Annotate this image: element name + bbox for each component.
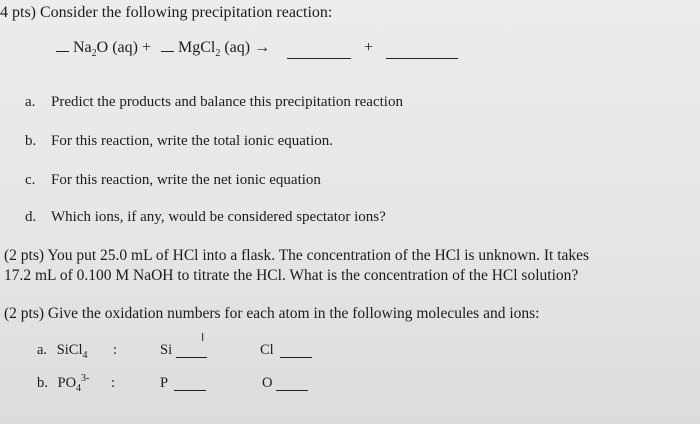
question-2-text: (2 pts) You put 25.0 mL of HCl into a flask. The concentration of the HCl is unknown. It takes 17.2 mL of 0.100 M NaOH to titrate the HCl. What is the concentration of the HCl solution? <box>4 247 590 284</box>
reactant-1: $Na_2O$ (aq) + <box>73 39 151 60</box>
molecule-b-atom2: O <box>262 375 273 391</box>
item-a <box>25 94 403 111</box>
molecule-a-atom1: Si <box>160 342 173 358</box>
question-3-header: (2 pts) Give the oxidation numbers for each atom in the following molecules and ions: <box>4 305 540 322</box>
handwritten-annotation: I <box>201 331 205 344</box>
item-b <box>25 133 333 150</box>
molecule-b-atom1: P <box>160 375 169 391</box>
reactant-2: MgCl$_2$ (aq) <box>178 39 251 60</box>
item-d <box>25 209 386 226</box>
item-b-label: b. <box>25 133 37 149</box>
item-c <box>25 172 321 189</box>
molecule-a-atom2: Cl <box>260 342 274 358</box>
item-a-label: a. <box>25 94 36 110</box>
item-a-text: Predict the products and balance this precipitation reaction <box>51 94 403 110</box>
item-d-label: d. <box>25 209 37 225</box>
molecule-b-atom1-blank[interactable] <box>174 377 206 391</box>
molecule-b-colon: : <box>111 375 116 391</box>
item-c-label: c. <box>25 172 36 188</box>
product-blank-2[interactable] <box>386 42 458 59</box>
molecule-a-colon: : <box>113 342 118 358</box>
coefficient-blank-1[interactable] <box>56 51 69 52</box>
item-c-text: For this reaction, write the net ionic equation <box>51 172 321 188</box>
molecule-b: b. $PO_4^{3-}$ <box>37 373 90 394</box>
molecule-a: a. SiCl$_4$ <box>37 342 88 361</box>
molecule-b-formula: $PO_4^{3-}$ <box>57 373 90 394</box>
coefficient-blank-2[interactable] <box>161 51 174 52</box>
item-b-text: For this reaction, write the total ionic equation. <box>51 133 334 149</box>
molecule-b-atom2-blank[interactable] <box>276 377 308 391</box>
reaction-arrow: → <box>254 39 271 56</box>
product-plus: + <box>364 39 374 56</box>
reaction-equation <box>56 39 271 60</box>
item-d-text: Which ions, if any, would be considered spectator ions? <box>51 209 386 225</box>
product-blank-1[interactable] <box>287 42 351 59</box>
molecule-a-atom2-blank[interactable] <box>280 344 312 358</box>
molecule-a-formula: SiCl$_4$ <box>56 342 88 361</box>
molecule-a-atom1-blank[interactable] <box>176 344 207 358</box>
question-1-header: 4 pts) Consider the following precipitation reaction: <box>0 4 333 21</box>
